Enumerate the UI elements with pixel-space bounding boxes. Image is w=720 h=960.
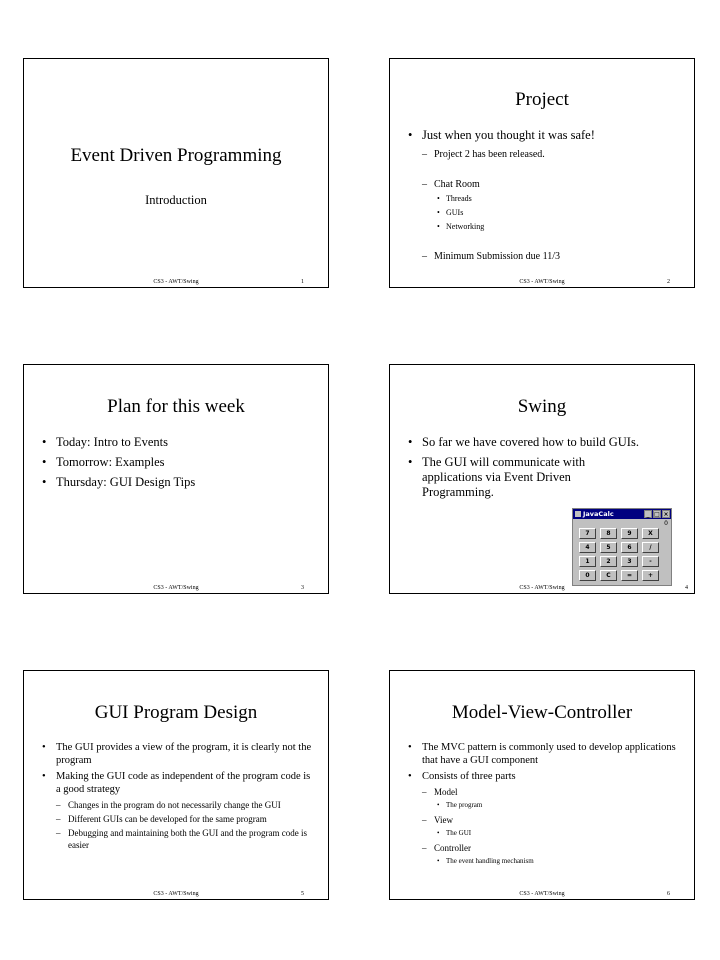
bullet: • Making the GUI code as independent of the program code is a good strategy xyxy=(38,770,316,796)
bullet: • The GUI will communicate with applications via Event Driven Programming. xyxy=(404,455,622,500)
calc-key: 3 xyxy=(621,556,638,567)
bullet: • Consists of three parts xyxy=(404,770,682,783)
calc-key: = xyxy=(621,570,638,581)
slide-number: 2 xyxy=(667,279,670,285)
calculator-titlebar xyxy=(573,509,671,519)
sub-bullet: – Debugging and maintaining both the GUI and the program code is easier xyxy=(38,827,316,851)
slide-title: Swing xyxy=(517,396,567,417)
slide-number: 5 xyxy=(301,891,304,897)
slide-title: Plan for this week xyxy=(107,396,245,417)
calc-key: 2 xyxy=(600,556,617,567)
slide-1 xyxy=(23,58,329,288)
bullet: • Just when you thought it was safe! xyxy=(404,128,682,143)
slide-number: 4 xyxy=(685,585,688,591)
sub-sub-bullet: • Threads xyxy=(404,193,682,205)
sub-sub-bullet: • GUIs xyxy=(404,207,682,219)
slide-number: 1 xyxy=(301,279,304,285)
calculator-screenshot xyxy=(572,508,672,586)
calc-key: 8 xyxy=(600,528,617,539)
bullet: • The GUI provides a view of the program, it is clearly not the program xyxy=(38,741,316,767)
calc-key: + xyxy=(642,570,659,581)
sub-bullet: – Model xyxy=(404,786,682,798)
footer-course: CS3 - AWT/Swing xyxy=(153,891,199,897)
maximize-icon: □ xyxy=(654,511,660,518)
calc-key: 7 xyxy=(579,528,596,539)
slide-5 xyxy=(23,670,329,900)
calculator-display: 0 xyxy=(664,520,668,527)
footer-course: CS3 - AWT/Swing xyxy=(153,279,199,285)
calc-key: 0 xyxy=(579,570,596,581)
calc-key: 1 xyxy=(579,556,596,567)
slide-2 xyxy=(389,58,695,288)
bullet: • Thursday: GUI Design Tips xyxy=(38,475,316,490)
slide-title: Project xyxy=(515,89,569,110)
sub-bullet: – Changes in the program do not necessarily change the GUI xyxy=(38,799,316,811)
sub-sub-bullet: • The event handling mechanism xyxy=(404,856,682,866)
sub-sub-bullet: • Networking xyxy=(404,221,682,233)
calc-key: - xyxy=(642,556,659,567)
sub-bullet: – Controller xyxy=(404,842,682,854)
sub-bullet: – Project 2 has been released. xyxy=(404,148,682,161)
calc-key: C xyxy=(600,570,617,581)
calc-key: / xyxy=(642,542,659,553)
footer-course: CS3 - AWT/Swing xyxy=(519,279,565,285)
slide-number: 3 xyxy=(301,585,304,591)
sub-bullet: – Minimum Submission due 11/3 xyxy=(404,250,682,263)
slide-subtitle: Introduction xyxy=(145,193,207,207)
bullet: • Tomorrow: Examples xyxy=(38,455,316,470)
bullet: • So far we have covered how to build GUIs. xyxy=(404,435,682,450)
minimize-icon: _ xyxy=(644,510,652,518)
app-icon xyxy=(575,511,581,517)
footer-course: CS3 - AWT/Swing xyxy=(153,585,199,591)
sub-sub-bullet: • The program xyxy=(404,800,682,810)
bullet: • The MVC pattern is commonly used to develop applications that have a GUI component xyxy=(404,741,682,767)
calc-key: 4 xyxy=(579,542,596,553)
calc-key: 6 xyxy=(621,542,638,553)
sub-bullet: – Chat Room xyxy=(404,178,682,191)
slide-6 xyxy=(389,670,695,900)
slide-title: Model-View-Controller xyxy=(451,702,633,723)
sub-bullet: – Different GUIs can be developed for the same program xyxy=(38,813,316,825)
slide-title: GUI Program Design xyxy=(94,702,258,723)
slide-3 xyxy=(23,364,329,594)
calculator-title: JavaCalc xyxy=(583,510,614,518)
slide-title: Event Driven Programming xyxy=(70,145,282,166)
footer-course: CS3 - AWT/Swing xyxy=(519,891,565,897)
footer-course: CS3 - AWT/Swing xyxy=(519,585,565,591)
calc-key: 9 xyxy=(621,528,638,539)
bullet: • Today: Intro to Events xyxy=(38,435,316,450)
slide-4 xyxy=(389,364,695,594)
slide-number: 6 xyxy=(667,891,670,897)
close-icon: × xyxy=(663,511,669,518)
calculator-keypad xyxy=(573,528,671,581)
sub-bullet: – View xyxy=(404,814,682,826)
sub-sub-bullet: • The GUI xyxy=(404,828,682,838)
calc-key: 5 xyxy=(600,542,617,553)
calc-key: X xyxy=(642,528,659,539)
